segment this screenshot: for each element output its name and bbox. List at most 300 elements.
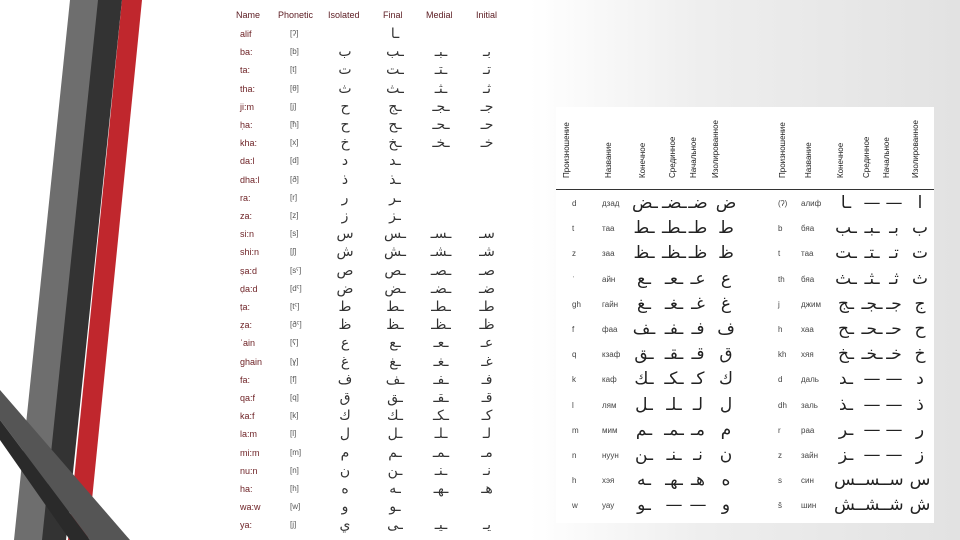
letter-form-initial: — (885, 419, 903, 440)
letter-form-initial: طـ (688, 218, 708, 239)
letter-form-initial: ضـ (479, 280, 495, 297)
letter-form-initial: شـ (479, 244, 495, 261)
right-header-r-5 (911, 111, 929, 187)
left-table-row (228, 26, 518, 44)
right-table-row (556, 344, 934, 369)
letter-phonetic: [ʔ] (290, 29, 299, 38)
pronunciation: (ʔ) (778, 199, 788, 208)
letter-name-ru: дзад (602, 199, 620, 208)
letter-name: kha: (240, 138, 258, 149)
left-table-row (228, 299, 518, 317)
left-header-3: Final (383, 10, 403, 20)
right-header-l-3 (668, 111, 686, 187)
letter-form-medial: ـصـ (430, 262, 452, 279)
letter-name: ya: (240, 520, 253, 531)
letter-form-final: ـض (384, 280, 406, 297)
pronunciation: ʿ (572, 274, 575, 284)
left-table-row (228, 408, 518, 426)
letter-name-ru: даль (801, 375, 819, 385)
letter-form-isolated: ط (718, 218, 734, 239)
letter-name: ṭa: (240, 302, 251, 312)
letter-form-isolated: خ (340, 135, 350, 152)
letter-phonetic: [s] (290, 229, 299, 239)
letter-form-initial: يـ (483, 517, 491, 534)
letter-form-final: ـع (389, 335, 401, 352)
left-header-1: Phonetic (278, 10, 314, 20)
letter-form-initial: جـ (480, 98, 494, 115)
letter-form-medial: — (863, 193, 881, 213)
header-label: Произношение (778, 122, 787, 178)
right-header-l-1 (604, 111, 622, 187)
letter-form-isolated: ص (336, 262, 354, 279)
letter-name: ji:m (240, 101, 254, 112)
letter-name: shi:n (240, 247, 260, 258)
letter-form-final: ـح (388, 117, 402, 133)
letter-name-ru: шин (801, 501, 817, 511)
letter-form-medial: — (863, 445, 881, 465)
letter-name-ru: кзаф (602, 350, 621, 360)
letter-form-medial: ـشـ (860, 495, 886, 516)
letter-name-ru: гайн (602, 299, 619, 309)
letter-form-isolated: ع (340, 335, 350, 352)
pronunciation: w (572, 501, 578, 511)
letter-form-medial: ـحـ (432, 117, 450, 133)
left-header-4: Medial (426, 10, 453, 20)
letter-name-ru: джим (801, 299, 821, 309)
letter-form-isolated: ش (336, 244, 354, 261)
letter-form-initial: هـ (691, 470, 705, 491)
letter-form-isolated: ر (341, 189, 349, 206)
letter-form-initial: نـ (483, 462, 491, 479)
letter-form-isolated: ف (337, 371, 353, 388)
letter-form-final: ـر (838, 419, 854, 440)
letter-form-medial: ـخـ (861, 344, 883, 365)
left-table-row (228, 281, 518, 299)
letter-name: fa: (240, 374, 251, 385)
letter-form-medial: ـخـ (432, 135, 450, 152)
letter-name: ẓa: (240, 320, 253, 331)
left-table-row (228, 190, 518, 208)
right-table-row (556, 395, 934, 420)
letter-form-final: ـح (838, 319, 854, 339)
letter-form-final: ـط (386, 299, 404, 315)
letter-form-final: ـب (835, 218, 857, 239)
pronunciation: j (778, 299, 780, 309)
right-table-row (556, 495, 934, 520)
letter-form-medial: ـكـ (433, 408, 449, 425)
letter-form-final: ـذ (839, 394, 853, 415)
letter-form-initial: تـ (889, 243, 899, 264)
letter-form-initial: ثـ (483, 80, 491, 97)
letter-form-medial: ـهـ (433, 481, 449, 497)
letter-form-medial: ـفـ (664, 319, 684, 339)
letter-phonetic: [q] (290, 393, 299, 402)
pronunciation: s (778, 476, 782, 486)
letter-form-isolated: ن (339, 462, 351, 479)
letter-form-isolated: غ (720, 293, 732, 314)
pronunciation: z (572, 249, 576, 259)
letter-form-medial: ـشـ (430, 244, 452, 261)
letter-name-ru: заа (602, 249, 615, 259)
letter-phonetic: [j] (290, 520, 297, 530)
letter-form-isolated: ن (719, 445, 733, 465)
letter-name-ru: лям (602, 400, 617, 410)
letter-form-isolated: ز (915, 445, 925, 465)
right-table-row (556, 369, 934, 394)
letter-form-medial: ـثـ (864, 268, 880, 289)
left-table-row (228, 226, 518, 244)
header-label: Срединное (862, 136, 871, 178)
letter-form-final: ـز (838, 445, 854, 465)
letter-form-initial: كـ (481, 408, 493, 425)
letter-form-final: ـق (387, 390, 403, 406)
letter-form-isolated: ت (911, 243, 928, 264)
letter-form-initial: هـ (481, 481, 493, 497)
right-header-r-3 (862, 111, 880, 187)
letter-phonetic: [n] (290, 465, 299, 475)
header-divider (556, 189, 934, 190)
letter-form-isolated: ر (915, 419, 925, 440)
letter-phonetic: [h] (290, 484, 299, 493)
pronunciation: h (778, 325, 783, 334)
right-header-l-4 (689, 111, 707, 187)
letter-form-medial: — (863, 419, 881, 440)
letter-form-final: ـه (389, 481, 401, 497)
letter-phonetic: [x] (290, 138, 299, 148)
letter-name: si:n (240, 229, 255, 240)
letter-form-initial: غـ (691, 293, 705, 314)
letter-name-ru: таа (801, 249, 814, 259)
letter-form-initial: شـ (884, 495, 904, 516)
letter-name-ru: зайн (801, 451, 819, 460)
letter-form-medial: ـبـ (434, 44, 448, 61)
left-table-row (228, 208, 518, 226)
header-label: Название (604, 142, 613, 178)
letter-name-ru: хяя (801, 350, 814, 360)
letter-form-medial: ـجـ (861, 293, 883, 314)
letter-form-medial: ـعـ (664, 268, 684, 289)
letter-form-isolated: ي (339, 517, 351, 534)
letter-form-initial: تـ (483, 62, 491, 79)
letter-form-initial: قـ (691, 344, 705, 365)
left-table-row (228, 117, 518, 135)
letter-name: nu:n (240, 465, 258, 476)
letter-form-initial: غـ (481, 353, 493, 370)
letter-name: ba: (240, 47, 253, 58)
left-table-row (228, 99, 518, 117)
letter-form-initial: ظـ (688, 243, 708, 264)
letter-form-final: ـف (385, 371, 405, 388)
letter-form-medial: ـمـ (664, 419, 684, 440)
letter-form-isolated: و (721, 495, 731, 516)
letter-form-final: ـذ (389, 171, 401, 188)
letter-form-medial: ـطـ (662, 218, 686, 239)
letter-name-ru: уау (602, 501, 615, 511)
letter-phonetic: [ʕ] (290, 338, 299, 348)
left-header-5: Initial (476, 10, 498, 20)
letter-name-ru: фаа (602, 325, 618, 334)
letter-form-initial: — (689, 495, 707, 516)
header-label: Конечное (836, 142, 845, 178)
right-header-l-2 (638, 111, 656, 187)
letter-form-isolated: ق (339, 390, 351, 406)
arabic-alphabet-table-english (228, 6, 518, 540)
pronunciation: š (778, 501, 782, 511)
letter-form-initial: صـ (479, 262, 495, 279)
header-label: Начальное (882, 137, 891, 178)
letter-form-final: ـغ (636, 293, 652, 314)
letter-form-initial: — (885, 193, 903, 213)
letter-form-isolated: ح (340, 117, 350, 133)
letter-phonetic: [ʃ] (290, 247, 297, 257)
letter-form-isolated: ل (719, 394, 733, 415)
letter-form-final: ـق (634, 344, 654, 365)
letter-form-medial: ـغـ (664, 293, 684, 314)
letter-form-isolated: ف (717, 319, 735, 339)
pronunciation: d (778, 375, 783, 385)
letter-form-initial: فـ (691, 319, 705, 339)
letter-form-initial: فـ (481, 371, 493, 388)
letter-form-initial: ثـ (889, 268, 899, 289)
header-label: Изолированное (911, 120, 920, 178)
pronunciation: b (778, 224, 783, 234)
right-table-row (556, 294, 934, 319)
letter-name: da:l (240, 156, 255, 167)
letter-form-medial: ـتـ (434, 62, 448, 79)
letter-name: mi:m (240, 447, 260, 458)
letter-form-isolated: ع (720, 268, 732, 289)
pronunciation: m (572, 425, 579, 435)
left-table-row (228, 44, 518, 62)
left-table-row (228, 390, 518, 408)
letter-form-final: ـث (386, 80, 404, 97)
letter-name: ṣa:d (240, 265, 258, 276)
right-table-row (556, 470, 934, 495)
pronunciation: th (778, 274, 785, 284)
right-header-r-1 (804, 111, 822, 187)
letter-name: ka:f (240, 411, 255, 422)
right-table-row (556, 420, 934, 445)
letter-form-final: ـج (838, 293, 854, 314)
left-table-row (228, 335, 518, 353)
letter-phonetic: [l] (290, 429, 297, 439)
letter-form-final: ـس (384, 226, 406, 243)
arabic-alphabet-table-russian (556, 107, 934, 523)
letter-form-medial: ـهـ (665, 470, 683, 491)
header-label: Изолированное (711, 120, 720, 178)
header-label: Срединное (668, 136, 677, 178)
letter-form-medial: ـغـ (433, 353, 449, 370)
pronunciation: t (778, 249, 781, 259)
letter-name-ru: син (801, 476, 814, 486)
letter-form-final: ـخ (838, 344, 854, 365)
header-label: Начальное (689, 137, 698, 178)
letter-form-final: ـم (388, 444, 402, 461)
letter-name-ru: мим (602, 425, 618, 435)
left-table-row (228, 172, 518, 190)
letter-form-isolated: م (340, 444, 350, 461)
letter-form-final: ـخ (388, 135, 402, 152)
letter-name-ru: заль (801, 400, 818, 410)
letter-name: tha: (240, 83, 256, 94)
letter-name: ghain (240, 356, 263, 367)
letter-name: wa:w (240, 502, 261, 513)
letter-form-medial: ـطـ (431, 299, 451, 315)
letter-form-initial: — (885, 369, 903, 390)
letter-form-initial: طـ (479, 299, 495, 315)
letter-phonetic: [k] (290, 411, 299, 421)
letter-form-initial: لـ (692, 394, 704, 415)
left-header-2: Isolated (328, 10, 360, 20)
letter-form-isolated: ث (338, 80, 352, 97)
letter-form-isolated: ح (340, 98, 350, 115)
letter-form-final: ـل (387, 426, 403, 443)
letter-form-final: ـر (389, 189, 401, 206)
left-table-row (228, 62, 518, 80)
letter-form-initial: عـ (480, 335, 494, 352)
pronunciation: q (572, 350, 577, 360)
right-header-r-0 (778, 111, 796, 187)
letter-form-medial: ـسـ (430, 226, 452, 243)
letter-form-medial: ـتـ (864, 243, 880, 264)
right-table-row (556, 243, 934, 268)
left-table-row (228, 81, 518, 99)
letter-form-medial: — (665, 495, 683, 516)
letter-name: ra: (240, 192, 251, 203)
letter-phonetic: [sˤ] (290, 265, 302, 275)
pronunciation: f (572, 325, 575, 334)
letter-name-ru: бяа (801, 274, 815, 284)
letter-form-isolated: ظ (718, 243, 734, 264)
letter-form-final: ـز (389, 208, 401, 224)
letter-form-initial: كـ (691, 369, 705, 390)
letter-form-isolated: ش (909, 495, 931, 516)
letter-phonetic: [ðˤ] (290, 320, 302, 330)
letter-name: alif (240, 29, 252, 39)
pronunciation: h (572, 476, 577, 486)
letter-form-medial: ـضـ (662, 193, 687, 213)
right-header-r-4 (882, 111, 900, 187)
letter-form-isolated: ث (911, 268, 928, 289)
letter-form-medial: ـحـ (861, 319, 883, 339)
right-header-l-5 (711, 111, 729, 187)
letter-name: ta: (240, 65, 251, 76)
left-table-row (228, 463, 518, 481)
right-header-r-2 (836, 111, 854, 187)
letter-form-medial: ـلـ (666, 394, 682, 415)
left-table-row (228, 135, 518, 153)
letter-form-final: ـى (387, 517, 403, 534)
letter-form-final: ـب (386, 44, 404, 61)
letter-form-final: ـش (834, 495, 861, 516)
letter-phonetic: [m] (290, 447, 302, 457)
letter-form-isolated: د (341, 153, 349, 170)
letter-form-final: ـث (835, 268, 857, 289)
letter-phonetic: [ð] (290, 174, 299, 184)
letter-form-medial: ـبـ (864, 218, 880, 239)
letter-phonetic: [r] (290, 192, 298, 202)
letter-form-final: ـش (384, 244, 406, 261)
letter-form-medial: ـمـ (432, 444, 450, 461)
right-table-row (556, 193, 934, 218)
letter-name-ru: хаа (801, 325, 814, 334)
letter-form-medial: ـنـ (666, 445, 682, 465)
header-label: Название (804, 142, 813, 178)
letter-form-final: ـط (633, 218, 655, 239)
header-label: Произношение (562, 122, 571, 178)
letter-name-ru: айн (602, 274, 616, 284)
letter-form-medial: ـظـ (662, 243, 686, 264)
letter-form-final: ـك (634, 369, 654, 390)
letter-name: ḥa: (240, 120, 253, 130)
letter-name-ru: таа (602, 224, 615, 234)
letter-form-medial: — (863, 369, 881, 390)
letter-form-isolated: ك (339, 408, 351, 425)
left-table-row (228, 445, 518, 463)
letter-phonetic: [j] (290, 101, 297, 111)
pronunciation: l (572, 400, 574, 410)
letter-form-medial: ـثـ (434, 80, 448, 97)
letter-form-isolated: خ (914, 344, 926, 365)
letter-form-initial: بـ (889, 218, 899, 239)
letter-form-initial: خـ (480, 135, 494, 152)
pronunciation: d (572, 199, 577, 208)
letter-form-final: ـض (632, 193, 658, 213)
left-table-row (228, 317, 518, 335)
letter-form-final: ـم (635, 419, 653, 440)
letter-form-isolated: ب (338, 44, 352, 61)
header-label: Конечное (638, 142, 647, 178)
letter-form-initial: حـ (480, 117, 494, 133)
letter-form-medial: ـكـ (664, 369, 684, 390)
left-table-row (228, 244, 518, 262)
letter-form-isolated: ه (721, 470, 731, 491)
letter-phonetic: [tˤ] (290, 302, 300, 311)
letter-form-final: ـف (632, 319, 656, 339)
letter-form-initial: عـ (690, 268, 706, 289)
letter-form-final: ـا (840, 193, 852, 213)
letter-form-final: ـن (635, 445, 653, 465)
letter-form-isolated: م (720, 419, 732, 440)
letter-form-medial: — (863, 394, 881, 415)
pronunciation: kh (778, 350, 787, 360)
pronunciation: gh (572, 299, 581, 309)
letter-form-initial: ظـ (479, 317, 495, 334)
letter-name-ru: каф (602, 375, 617, 385)
letter-form-medial: ـظـ (431, 317, 451, 334)
letter-name-ru: хэя (602, 476, 615, 486)
letter-phonetic: [b] (290, 47, 299, 57)
letter-form-isolated: ظ (338, 317, 352, 334)
letter-form-initial: — (885, 445, 903, 465)
letter-form-final: ـع (636, 268, 652, 289)
letter-form-isolated: ض (336, 280, 354, 297)
left-table-row (228, 372, 518, 390)
letter-form-initial: نـ (693, 445, 703, 465)
letter-name-ru: бяа (801, 224, 815, 234)
left-table-row (228, 499, 518, 517)
letter-phonetic: [θ] (290, 83, 299, 93)
letter-phonetic: [w] (290, 502, 301, 512)
left-table-row (228, 153, 518, 171)
pronunciation: r (778, 425, 781, 435)
letter-form-initial: مـ (690, 419, 706, 440)
letter-form-isolated: ل (339, 426, 351, 443)
letter-name: qa:f (240, 393, 256, 403)
letter-form-isolated: و (341, 499, 349, 516)
letter-form-medial: ـضـ (430, 280, 452, 297)
letter-form-isolated: س (336, 226, 354, 243)
